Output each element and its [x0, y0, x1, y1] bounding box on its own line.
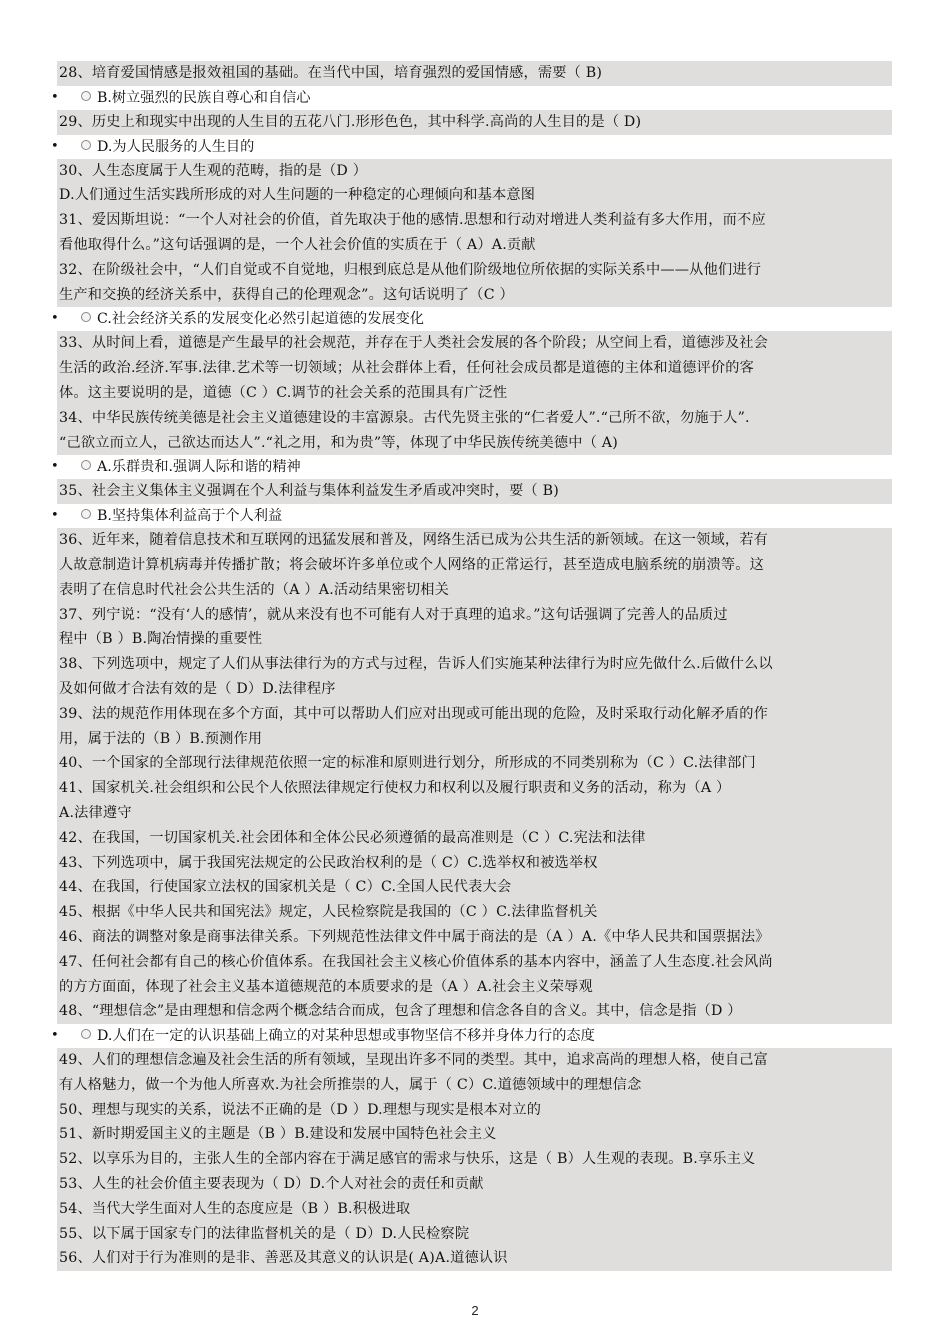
radio-icon	[81, 509, 91, 519]
question-line: 46、商法的调整对象是商事法律关系。下列规范性法律文件中属于商法的是（A ）A.《中华人民共和国票据法》	[59, 928, 770, 945]
bullet-icon: •	[51, 138, 59, 154]
question-line: 体。这主要说明的是，道德（C ）C.调节的社会关系的范围具有广泛性	[59, 384, 508, 401]
question-line: 51、新时期爱国主义的主题是（B ）B.建设和发展中国特色社会主义	[59, 1126, 497, 1143]
bullet-icon: •	[51, 89, 59, 105]
answer-text: D.为人民服务的人生目的	[97, 138, 255, 155]
question-line: 程中（B ）B.陶冶情操的重要性	[59, 631, 263, 648]
question-line: 41、国家机关.社会组织和公民个人依照法律规定行使权力和权利以及履行职责和义务的活动，称为（A ）	[59, 780, 731, 797]
question-line: 30、人生态度属于人生观的范畴，指的是（D ）	[59, 162, 368, 179]
page-number: 2	[471, 1303, 479, 1318]
question-line: 47、任何社会都有自己的核心价值体系。在我国社会主义核心价值体系的基本内容中，涵盖了人生态度.社会风尚	[59, 953, 773, 970]
question-line: 45、根据《中华人民共和国宪法》规定，人民检察院是我国的（C ）C.法律监督机关	[59, 904, 598, 921]
question-line: 28、培育爱国情感是报效祖国的基础。在当代中国，培育强烈的爱国情感，需要（ B)	[59, 65, 603, 81]
question-line: 34、中华民族传统美德是社会主义道德建设的丰富源泉。古代先贤主张的“仁者爱人”.“己所不欲，勿施于人”.	[59, 409, 750, 426]
question-line: 有人格魅力，做一个为他人所喜欢.为社会所推崇的人，属于（ C）C.道德领域中的理想信念	[59, 1076, 642, 1093]
question-line: 29、历史上和现实中出现的人生目的五花八门.形形色色，其中科学.高尚的人生目的是（ D)	[59, 113, 642, 130]
question-line: “己欲立而立人，己欲达而达人”.“礼之用，和为贵”等，体现了中华民族传统美德中（ A)	[59, 434, 618, 451]
question-block	[57, 61, 892, 86]
question-block	[57, 479, 892, 504]
question-line: 及如何做才合法有效的是（ D）D.法律程序	[59, 680, 336, 697]
answer-text: C.社会经济关系的发展变化必然引起道德的发展变化	[97, 311, 424, 328]
answer-option	[51, 307, 892, 331]
question-line: 37、列宁说：“没有‘人的感情’，就从来没有也不可能有人对于真理的追求。”这句话强调了完善人的品质过	[59, 606, 728, 623]
answer-text: B.坚持集体利益高于个人利益	[97, 508, 283, 525]
question-line: 44、在我国，行使国家立法权的国家机关是（ C）C.全国人民代表大会	[59, 879, 512, 896]
question-line: D.人们通过生活实践所形成的对人生问题的一种稳定的心理倾向和基本意图	[59, 187, 536, 204]
bullet-icon: •	[51, 508, 59, 524]
question-block	[57, 528, 892, 1024]
radio-icon	[81, 312, 91, 322]
question-line: 人故意制造计算机病毒并传播扩散；将会破坏许多单位或个人网络的正常运行，甚至造成电脑系统的崩溃等。这	[59, 556, 764, 573]
question-block	[57, 331, 892, 455]
question-line: 52、以享乐为目的，主张人生的全部内容在于满足感官的需求与快乐，这是（ B）人生观的表现。B.享乐主义	[59, 1151, 756, 1168]
question-line: 用，属于法的（B ）B.预测作用	[59, 730, 263, 747]
question-line: 看他取得什么。”这句话强调的是，一个人社会价值的实质在于（ A）A.贡献	[59, 236, 536, 253]
question-block	[57, 110, 892, 135]
question-line: 38、下列选项中，规定了人们从事法律行为的方式与过程，告诉人们实施某种法律行为时应先做什么.后做什么以	[59, 656, 773, 673]
bullet-icon: •	[51, 459, 59, 475]
question-line: 32、在阶级社会中，“人们自觉或不自觉地，归根到底总是从他们阶级地位所依据的实际关系中——从他们进行	[59, 261, 762, 278]
question-line: 48、“理想信念”是由理想和信念两个概念结合而成，包含了理想和信念各自的含义。其中，信念是指（D ）	[59, 1003, 742, 1020]
question-line: A.法律遵守	[59, 804, 132, 821]
question-line: 54、当代大学生面对人生的态度应是（B ）B.积极进取	[59, 1200, 411, 1217]
question-block	[57, 159, 892, 308]
question-line: 35、社会主义集体主义强调在个人利益与集体利益发生矛盾或冲突时，要（ B)	[59, 483, 559, 500]
document-body	[51, 61, 892, 1271]
radio-icon	[81, 91, 91, 101]
answer-option	[51, 86, 892, 110]
bullet-icon: •	[51, 311, 59, 327]
radio-icon	[81, 140, 91, 150]
question-line: 33、从时间上看，道德是产生最早的社会规范，并存在于人类社会发展的各个阶段；从空间上看，道德涉及社会	[59, 335, 769, 352]
question-line: 56、人们对于行为准则的是非、善恶及其意义的认识是( A)A.道德认识	[59, 1250, 508, 1267]
bullet-icon: •	[51, 1028, 59, 1044]
question-line: 36、近年来，随着信息技术和互联网的迅猛发展和普及，网络生活已成为公共生活的新领域。在这一领域，若有	[59, 532, 769, 549]
question-line: 49、人们的理想信念遍及社会生活的所有领域，呈现出许多不同的类型。其中，追求高尚的理想人格，使自己富	[59, 1052, 769, 1069]
question-line: 55、以下属于国家专门的法律监督机关的是（ D）D.人民检察院	[59, 1225, 470, 1242]
question-line: 31、爱因斯坦说：“一个人对社会的价值，首先取决于他的感情.思想和行动对增进人类利益有多大作用，而不应	[59, 212, 766, 229]
answer-option	[51, 135, 892, 159]
question-line: 43、下列选项中，属于我国宪法规定的公民政治权利的是（ C）C.选举权和被选举权	[59, 854, 598, 871]
question-line: 50、理想与现实的关系，说法不正确的是（D ）D.理想与现实是根本对立的	[59, 1101, 542, 1118]
question-line: 生产和交换的经济关系中，获得自己的伦理观念”。这句话说明了（C ）	[59, 286, 514, 303]
radio-icon	[81, 460, 91, 470]
question-line: 39、法的规范作用体现在多个方面，其中可以帮助人们应对出现或可能出现的危险，及时采取行动化解矛盾的作	[59, 705, 769, 722]
question-line: 53、人生的社会价值主要表现为（ D）D.个人对社会的责任和贡献	[59, 1176, 484, 1193]
radio-icon	[81, 1029, 91, 1039]
question-line: 42、在我国，一切国家机关.社会团体和全体公民必须遵循的最高准则是（C ）C.宪法和法律	[59, 829, 646, 846]
question-block	[57, 1048, 892, 1271]
answer-text: D.人们在一定的认识基础上确立的对某种思想或事物坚信不移并身体力行的态度	[97, 1028, 595, 1045]
question-line: 的方方面面，体现了社会主义基本道德规范的本质要求的是（A ）A.社会主义荣辱观	[59, 978, 593, 995]
question-line: 40、一个国家的全部现行法律规范依照一定的标准和原则进行划分，所形成的不同类别称为（C ）C.法律部门	[59, 755, 756, 772]
answer-text: A.乐群贵和.强调人际和谐的精神	[97, 459, 301, 476]
question-line: 生活的政治.经济.军事.法律.艺术等一切领域；从社会群体上看，任何社会成员都是道德的主体和道德评价的客	[59, 360, 755, 377]
answer-option	[51, 504, 892, 528]
question-line: 表明了在信息时代社会公共生活的（A ）A.活动结果密切相关	[59, 581, 450, 598]
answer-option	[51, 455, 892, 479]
answer-text: B.树立强烈的民族自尊心和自信心	[97, 89, 311, 106]
answer-option	[51, 1024, 892, 1048]
